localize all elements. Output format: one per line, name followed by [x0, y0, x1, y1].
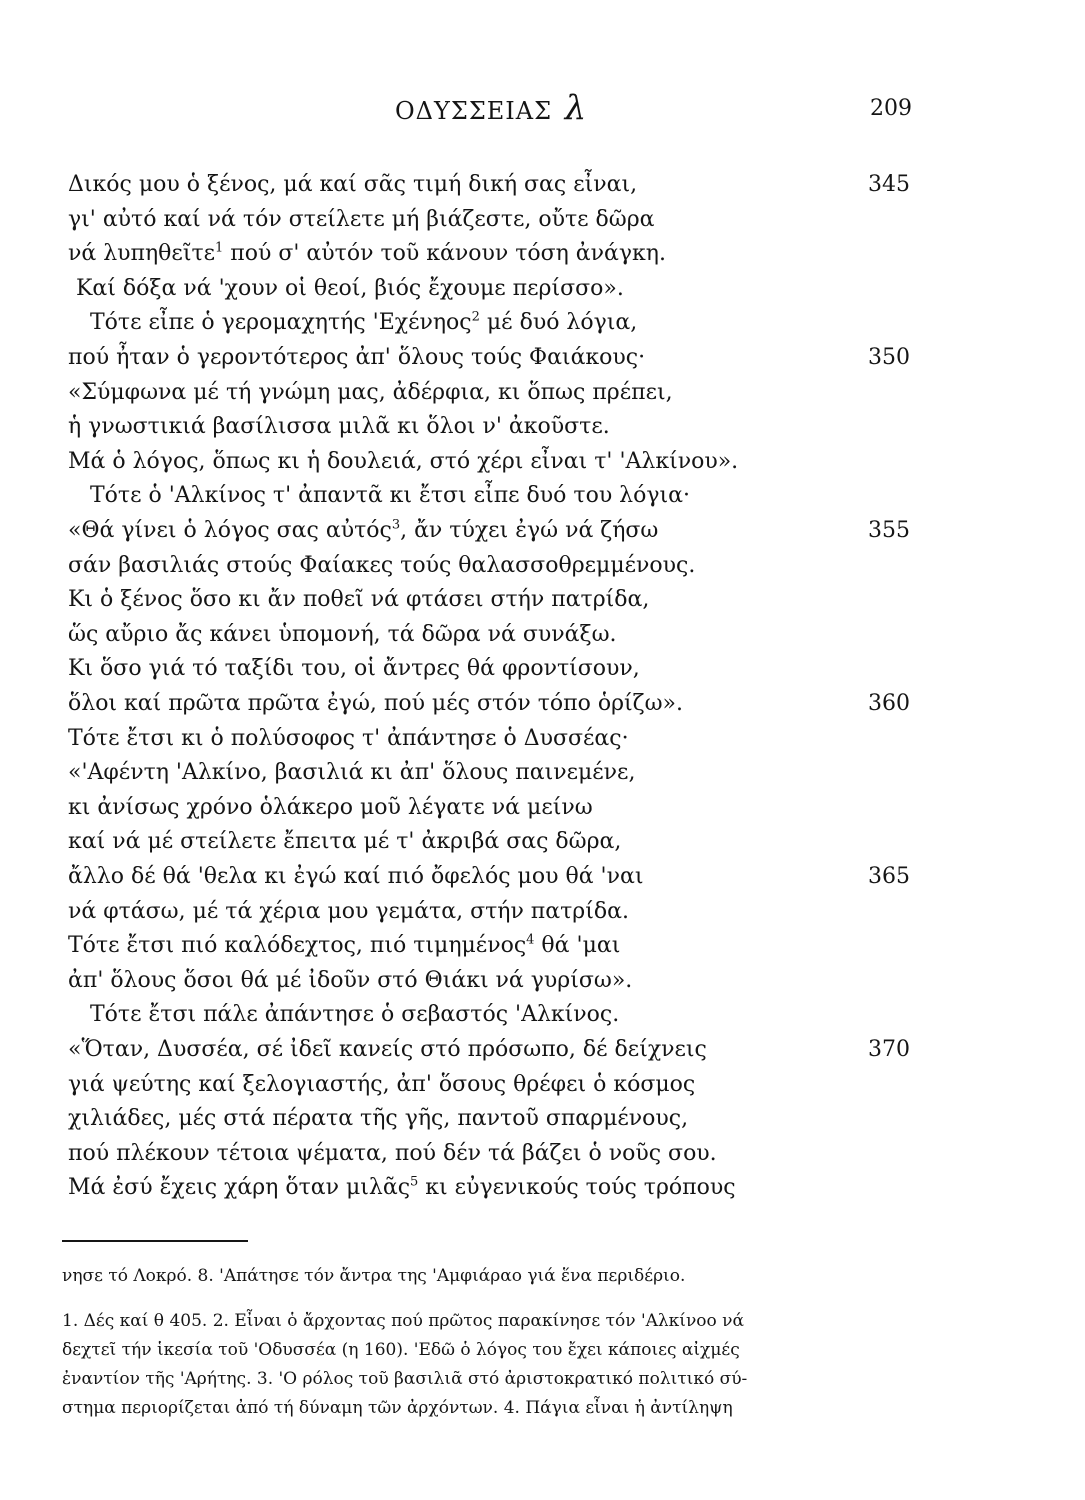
footnote-marker: 4: [526, 932, 535, 948]
verse-text: νά λυπηθεῖτε$^1$ πού σ' αὐτόν τοῦ κάνουν τόση ἀνάγκη.: [68, 240, 666, 267]
verse-text: Κι ὅσο γιά τό ταξίδι του, οἱ ἄντρες θά φροντίσουν,: [68, 656, 640, 682]
verse-text: «'Αφέντη 'Αλκίνο, βασιλιά κι ἀπ' ὅλους παινεμένε,: [68, 760, 636, 786]
verse-line: [0, 481, 1085, 511]
verse-line: [0, 897, 1085, 927]
verse-text: ἄλλο δέ θά 'θελα κι ἐγώ καί πιό ὄφελός μου θά 'ναι: [68, 864, 644, 889]
verse-line: [0, 1173, 1085, 1203]
verse-text: ὅλοι καί πρῶτα πρῶτα ἐγώ, πού μές στόν τόπο ὁρίζω».: [68, 691, 683, 716]
footnote-marker: 5: [410, 1175, 419, 1191]
book-letter: λ: [564, 88, 588, 128]
footnote-divider: [62, 1240, 248, 1242]
verse-line: [0, 654, 1085, 684]
verse-line: [0, 239, 1085, 269]
verse-text: πού ἦταν ὁ γεροντότερος ἀπ' ὅλους τούς Φαιάκους·: [68, 345, 646, 370]
footnote-line: ἐναντίον τῆς 'Αρήτης. 3. 'Ο ρόλος τοῦ βασιλιᾶ στό ἀριστοκρατικό πολιτικό σύ-: [62, 1369, 748, 1389]
verse-line: [0, 724, 1085, 754]
line-number: 345: [868, 172, 910, 197]
verse-line: [0, 689, 1085, 719]
verse-text: Μά ἐσύ ἔχεις χάρη ὅταν μιλᾶς$^5$ κι εὐγενικούς τούς τρόπους: [68, 1175, 736, 1201]
verse-line: [0, 551, 1085, 581]
verse-line: [0, 793, 1085, 823]
line-number: 370: [868, 1037, 910, 1062]
verse-text: πού πλέκουν τέτοια ψέματα, πού δέν τά βάζει ὁ νοῦς σου.: [68, 1140, 717, 1166]
footnote-marker: 1: [215, 240, 224, 256]
line-number: 365: [868, 864, 910, 889]
verse-text: κι ἀνίσως χρόνο ὁλάκερο μοῦ λέγατε νά μείνω: [68, 794, 593, 820]
verse-line: [0, 862, 1085, 892]
verse-line: [0, 966, 1085, 996]
verse-text: Καί δόξα νά 'χουν οἱ θεοί, βιός ἔχουμε περίσσο».: [76, 275, 624, 301]
line-number: 360: [868, 691, 910, 716]
verse-text: Τότε ἔτσι κι ὁ πολύσοφος τ' ἀπάντησε ὁ Δυσσέας·: [68, 725, 629, 751]
verse-text: Τότε εἶπε ὁ γερομαχητής 'Εχένηος$^2$ μέ δυό λόγια,: [90, 310, 638, 336]
verse-line: [0, 516, 1085, 546]
verse-text: καί νά μέ στείλετε ἔπειτα μέ τ' ἀκριβά σας δῶρα,: [68, 829, 622, 855]
verse-line: [0, 758, 1085, 788]
footnote-line: στημα περιορίζεται ἀπό τή δύναμη τῶν ἀρχόντων. 4. Πάγια εἶναι ἡ ἀντίληψη: [62, 1398, 733, 1418]
verse-text: «Σύμφωνα μέ τή γνώμη μας, ἀδέρφια, κι ὅπως πρέπει,: [68, 379, 673, 405]
verse-text: Τότε ἔτσι πάλε ἀπάντησε ὁ σεβαστός 'Αλκίνος.: [90, 1002, 620, 1028]
verse-text: Τότε ἔτσι πιό καλόδεχτος, πιό τιμημένος$^4$ θά 'μαι: [68, 932, 621, 959]
verse-line: [0, 827, 1085, 857]
verse-line: [0, 447, 1085, 477]
verse-line: [0, 274, 1085, 304]
verse-text: Μά ὁ λόγος, ὅπως κι ἡ δουλειά, στό χέρι εἶναι τ' 'Αλκίνου».: [68, 448, 739, 474]
verse-text: ἀπ' ὅλους ὅσοι θά μέ ἰδοῦν στό Θιάκι νά γυρίσω».: [68, 967, 633, 993]
line-number: 350: [868, 345, 910, 370]
verse-text: νά φτάσω, μέ τά χέρια μου γεμάτα, στήν πατρίδα.: [68, 898, 629, 924]
verse-line: [0, 1000, 1085, 1030]
verse-line: [0, 585, 1085, 615]
verse-text: γιά ψεύτης καί ξελογιαστής, ἀπ' ὅσους θρέφει ὁ κόσμος: [68, 1071, 696, 1097]
footnote-marker: 2: [471, 310, 480, 326]
verse-text: ὥς αὔριο ἄς κάνει ὑπομονή, τά δῶρα νά συνάξω.: [68, 621, 617, 647]
verse-text: «Θά γίνει ὁ λόγος σας αὐτός$^3$, ἄν τύχει ἐγώ νά ζήσω: [68, 517, 659, 543]
footnote-marker: 3: [391, 517, 401, 533]
verse-text: σάν βασιλιάς στούς Φαίακες τούς θαλασσοθρεμμένους.: [68, 552, 696, 578]
verse-line: [0, 620, 1085, 650]
verse-line: [0, 1070, 1085, 1100]
footnote-line: 1. Δές καί θ 405. 2. Εἶναι ὁ ἄρχοντας πού πρῶτος παρακίνησε τόν 'Αλκίνοο νά: [62, 1311, 744, 1331]
verse-line: [0, 1035, 1085, 1065]
verse-line: [0, 412, 1085, 442]
footnote-line: νησε τό Λοκρό. 8. 'Απάτησε τόν ἄντρα της 'Αμφιάραο γιά ἕνα περιδέριο.: [62, 1266, 686, 1286]
verse-text: γι' αὐτό καί νά τόν στείλετε μή βιάζεστε, οὔτε δῶρα: [68, 206, 655, 232]
verse-text: ἡ γνωστικιά βασίλισσα μιλᾶ κι ὅλοι ν' ἀκοῦστε.: [68, 414, 610, 440]
verse-text: Κι ὁ ξένος ὅσο κι ἄν ποθεῖ νά φτάσει στήν πατρίδα,: [68, 587, 650, 613]
verse-line: [0, 378, 1085, 408]
footnote-line: δεχτεῖ τήν ἱκεσία τοῦ 'Οδυσσέα (η 160). 'Εδῶ ὁ λόγος του ἔχει κάποιες αἰχμές: [62, 1340, 740, 1360]
verse-line: [0, 1104, 1085, 1134]
verse-line: [0, 308, 1085, 338]
line-number: 355: [868, 518, 910, 543]
verse-line: [0, 205, 1085, 235]
verse-text: Δικός μου ὁ ξένος, μά καί σᾶς τιμή δική σας εἶναι,: [68, 172, 638, 197]
page-title: ΟΔΥΣΣΕΙΑΣ λ: [395, 88, 588, 128]
verse-line: [0, 343, 1085, 373]
verse-line: [0, 1139, 1085, 1169]
verse-text: χιλιάδες, μές στά πέρατα τῆς γῆς, παντοῦ σπαρμένους,: [68, 1106, 689, 1132]
verse-line: [0, 931, 1085, 961]
verse-line: [0, 170, 1085, 200]
verse-text: «Ὅταν, Δυσσέα, σέ ἰδεῖ κανείς στό πρόσωπο, δέ δείχνεις: [68, 1037, 707, 1062]
page-number: 209: [870, 96, 912, 121]
verse-text: Τότε ὁ 'Αλκίνος τ' ἀπαντᾶ κι ἔτσι εἶπε δυό του λόγια·: [90, 483, 690, 509]
